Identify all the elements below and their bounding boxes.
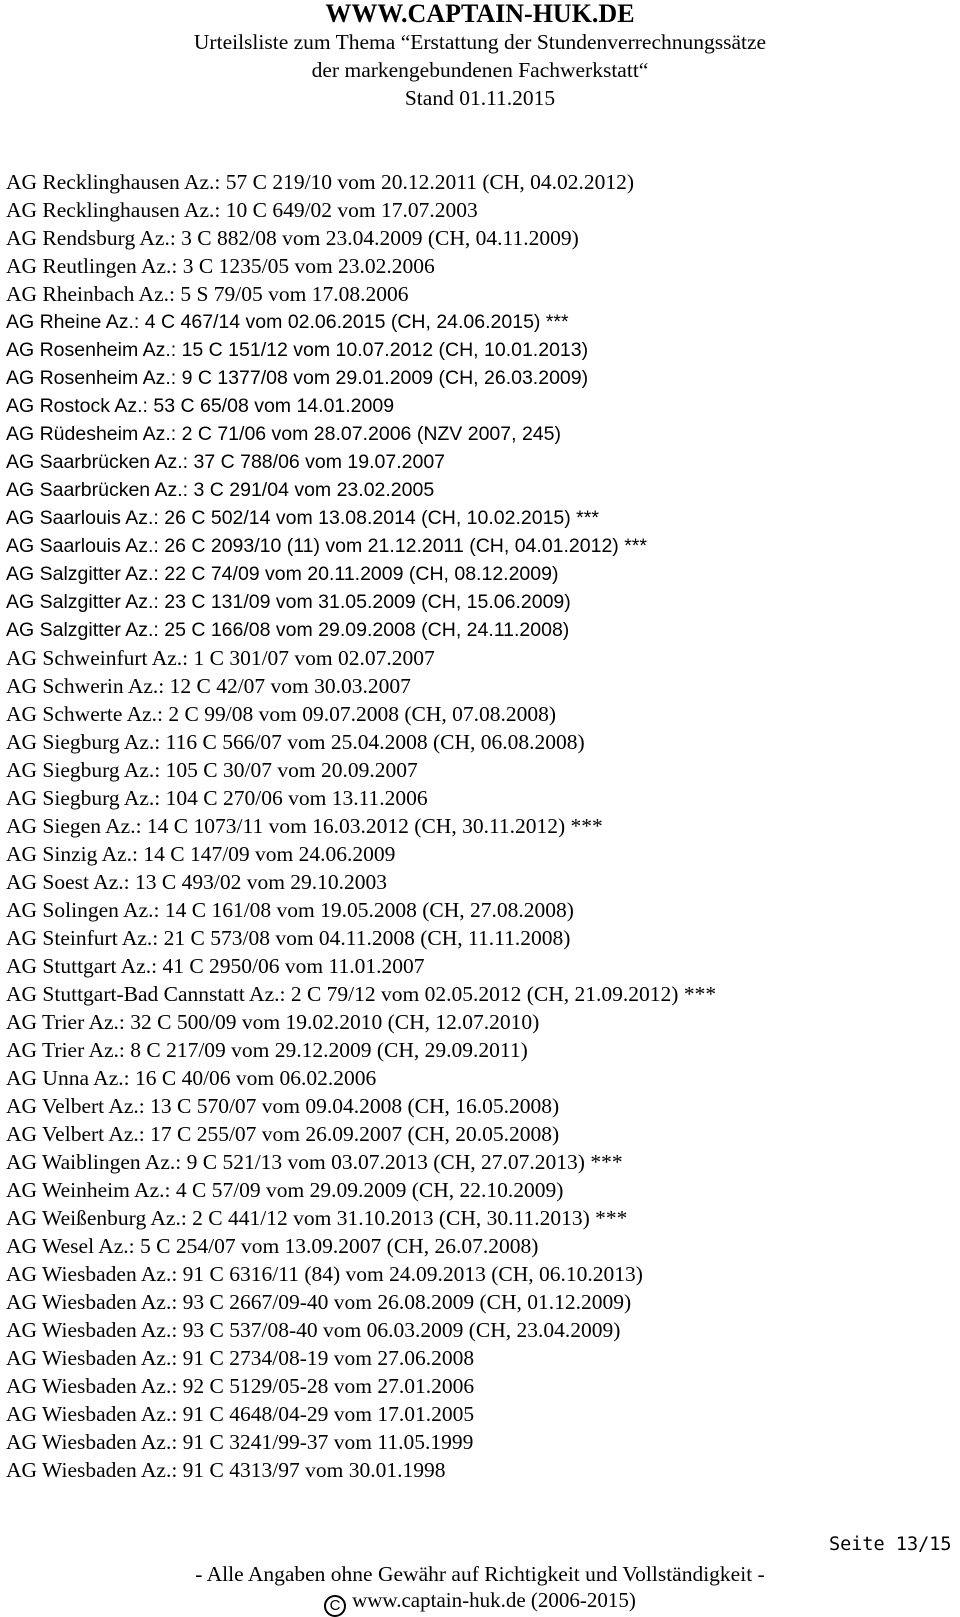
list-item: AG Saarbrücken Az.: 37 C 788/06 vom 19.07.2007 <box>6 451 446 473</box>
list-item: AG Wiesbaden Az.: 93 C 2667/09-40 vom 26.08.2009 (CH, 01.12.2009) <box>6 1290 632 1314</box>
list-item: AG Wiesbaden Az.: 91 C 2734/08-19 vom 27.06.2008 <box>6 1346 475 1370</box>
list-item: AG Wiesbaden Az.: 93 C 537/08-40 vom 06.03.2009 (CH, 23.04.2009) <box>6 1318 621 1342</box>
list-item: AG Trier Az.: 8 C 217/09 vom 29.12.2009 (CH, 29.09.2011) <box>6 1038 528 1062</box>
list-item: AG Salzgitter Az.: 22 C 74/09 vom 20.11.2009 (CH, 08.12.2009) <box>6 563 559 585</box>
list-item: AG Siegburg Az.: 104 C 270/06 vom 13.11.2006 <box>6 786 428 810</box>
list-item: AG Rheine Az.: 4 C 467/14 vom 02.06.2015 (CH, 24.06.2015) *** <box>6 311 569 333</box>
list-item: AG Wiesbaden Az.: 91 C 4313/97 vom 30.01.1998 <box>6 1458 446 1482</box>
list-item: AG Stuttgart Az.: 41 C 2950/06 vom 11.01.2007 <box>6 954 425 978</box>
list-item: AG Sinzig Az.: 14 C 147/09 vom 24.06.2009 <box>6 842 396 866</box>
list-item: AG Schwerte Az.: 2 C 99/08 vom 09.07.2008 (CH, 07.08.2008) <box>6 702 557 726</box>
list-item: AG Unna Az.: 16 C 40/06 vom 06.02.2006 <box>6 1066 377 1090</box>
document-title-line-1: Urteilsliste zum Thema “Erstattung der Stundenverrechnungssätze <box>193 30 767 54</box>
list-item: AG Solingen Az.: 14 C 161/08 vom 19.05.2008 (CH, 27.08.2008) <box>6 898 574 922</box>
list-item: AG Rheinbach Az.: 5 S 79/05 vom 17.08.2006 <box>6 282 409 306</box>
list-item: AG Velbert Az.: 17 C 255/07 vom 26.09.2007 (CH, 20.05.2008) <box>6 1122 560 1146</box>
site-title: WWW.CAPTAIN-HUK.DE <box>325 0 635 28</box>
list-item: AG Schweinfurt Az.: 1 C 301/07 vom 02.07.2007 <box>6 646 435 670</box>
list-item: AG Waiblingen Az.: 9 C 521/13 vom 03.07.2013 (CH, 27.07.2013) *** <box>6 1150 623 1174</box>
list-item: AG Rendsburg Az.: 3 C 882/08 vom 23.04.2009 (CH, 04.11.2009) <box>6 226 579 250</box>
list-item: AG Weißenburg Az.: 2 C 441/12 vom 31.10.2013 (CH, 30.11.2013) *** <box>6 1206 628 1230</box>
list-item: AG Saarbrücken Az.: 3 C 291/04 vom 23.02.2005 <box>6 479 435 501</box>
list-item: AG Rostock Az.: 53 C 65/08 vom 14.01.2009 <box>6 395 395 417</box>
copyright-text: www.captain-huk.de (2006-2015) <box>352 1588 636 1612</box>
list-item: AG Saarlouis Az.: 26 C 2093/10 (11) vom 21.12.2011 (CH, 04.01.2012) *** <box>6 535 647 557</box>
list-item: AG Salzgitter Az.: 23 C 131/09 vom 31.05.2009 (CH, 15.06.2009) <box>6 591 571 613</box>
list-item: AG Schwerin Az.: 12 C 42/07 vom 30.03.2007 <box>6 674 411 698</box>
list-item: AG Weinheim Az.: 4 C 57/09 vom 29.09.2009 (CH, 22.10.2009) <box>6 1178 564 1202</box>
list-item: AG Steinfurt Az.: 21 C 573/08 vom 04.11.2008 (CH, 11.11.2008) <box>6 926 571 950</box>
list-item: AG Soest Az.: 13 C 493/02 vom 29.10.2003 <box>6 870 388 894</box>
list-item: AG Siegburg Az.: 105 C 30/07 vom 20.09.2007 <box>6 758 418 782</box>
list-item: AG Reutlingen Az.: 3 C 1235/05 vom 23.02.2006 <box>6 254 435 278</box>
document-header <box>0 0 960 112</box>
list-item: AG Stuttgart-Bad Cannstatt Az.: 2 C 79/12 vom 02.05.2012 (CH, 21.09.2012) *** <box>6 982 717 1006</box>
document-date: Stand 01.11.2015 <box>404 86 556 110</box>
list-item: AG Saarlouis Az.: 26 C 502/14 vom 13.08.2014 (CH, 10.02.2015) *** <box>6 507 599 529</box>
list-item: AG Wiesbaden Az.: 92 C 5129/05-28 vom 27.01.2006 <box>6 1374 475 1398</box>
list-item: AG Wiesbaden Az.: 91 C 4648/04-29 vom 17.01.2005 <box>6 1402 475 1426</box>
list-item: AG Wiesbaden Az.: 91 C 6316/11 (84) vom 24.09.2013 (CH, 06.10.2013) <box>6 1262 643 1286</box>
list-item: AG Recklinghausen Az.: 10 C 649/02 vom 17.07.2003 <box>6 198 478 222</box>
list-item: AG Salzgitter Az.: 25 C 166/08 vom 29.09.2008 (CH, 24.11.2008) <box>6 619 570 641</box>
copyright-line <box>0 1586 960 1617</box>
list-item: AG Recklinghausen Az.: 57 C 219/10 vom 20.12.2011 (CH, 04.02.2012) <box>6 170 635 194</box>
list-item: AG Rüdesheim Az.: 2 C 71/06 vom 28.07.2006 (NZV 2007, 245) <box>6 423 561 445</box>
list-item: AG Rosenheim Az.: 9 C 1377/08 vom 29.01.2009 (CH, 26.03.2009) <box>6 367 589 389</box>
list-item: AG Trier Az.: 32 C 500/09 vom 19.02.2010 (CH, 12.07.2010) <box>6 1010 540 1034</box>
document-title-line-2: der markengebundenen Fachwerkstatt“ <box>311 58 649 82</box>
list-item: AG Wiesbaden Az.: 91 C 3241/99-37 vom 11.05.1999 <box>6 1430 474 1454</box>
list-item: AG Siegburg Az.: 116 C 566/07 vom 25.04.2008 (CH, 06.08.2008) <box>6 730 585 754</box>
list-item: AG Siegen Az.: 14 C 1073/11 vom 16.03.2012 (CH, 30.11.2012) *** <box>6 814 603 838</box>
list-item: AG Velbert Az.: 13 C 570/07 vom 09.04.2008 (CH, 16.05.2008) <box>6 1094 560 1118</box>
judgment-list <box>6 168 956 1484</box>
list-item: AG Rosenheim Az.: 15 C 151/12 vom 10.07.2012 (CH, 10.01.2013) <box>6 339 589 361</box>
disclaimer: - Alle Angaben ohne Gewähr auf Richtigkeit und Vollständigkeit - <box>195 1562 765 1586</box>
copyright-icon: C <box>324 1595 346 1617</box>
list-item: AG Wesel Az.: 5 C 254/07 vom 13.09.2007 (CH, 26.07.2008) <box>6 1234 539 1258</box>
page-number: Seite 13/15 <box>829 1534 952 1555</box>
